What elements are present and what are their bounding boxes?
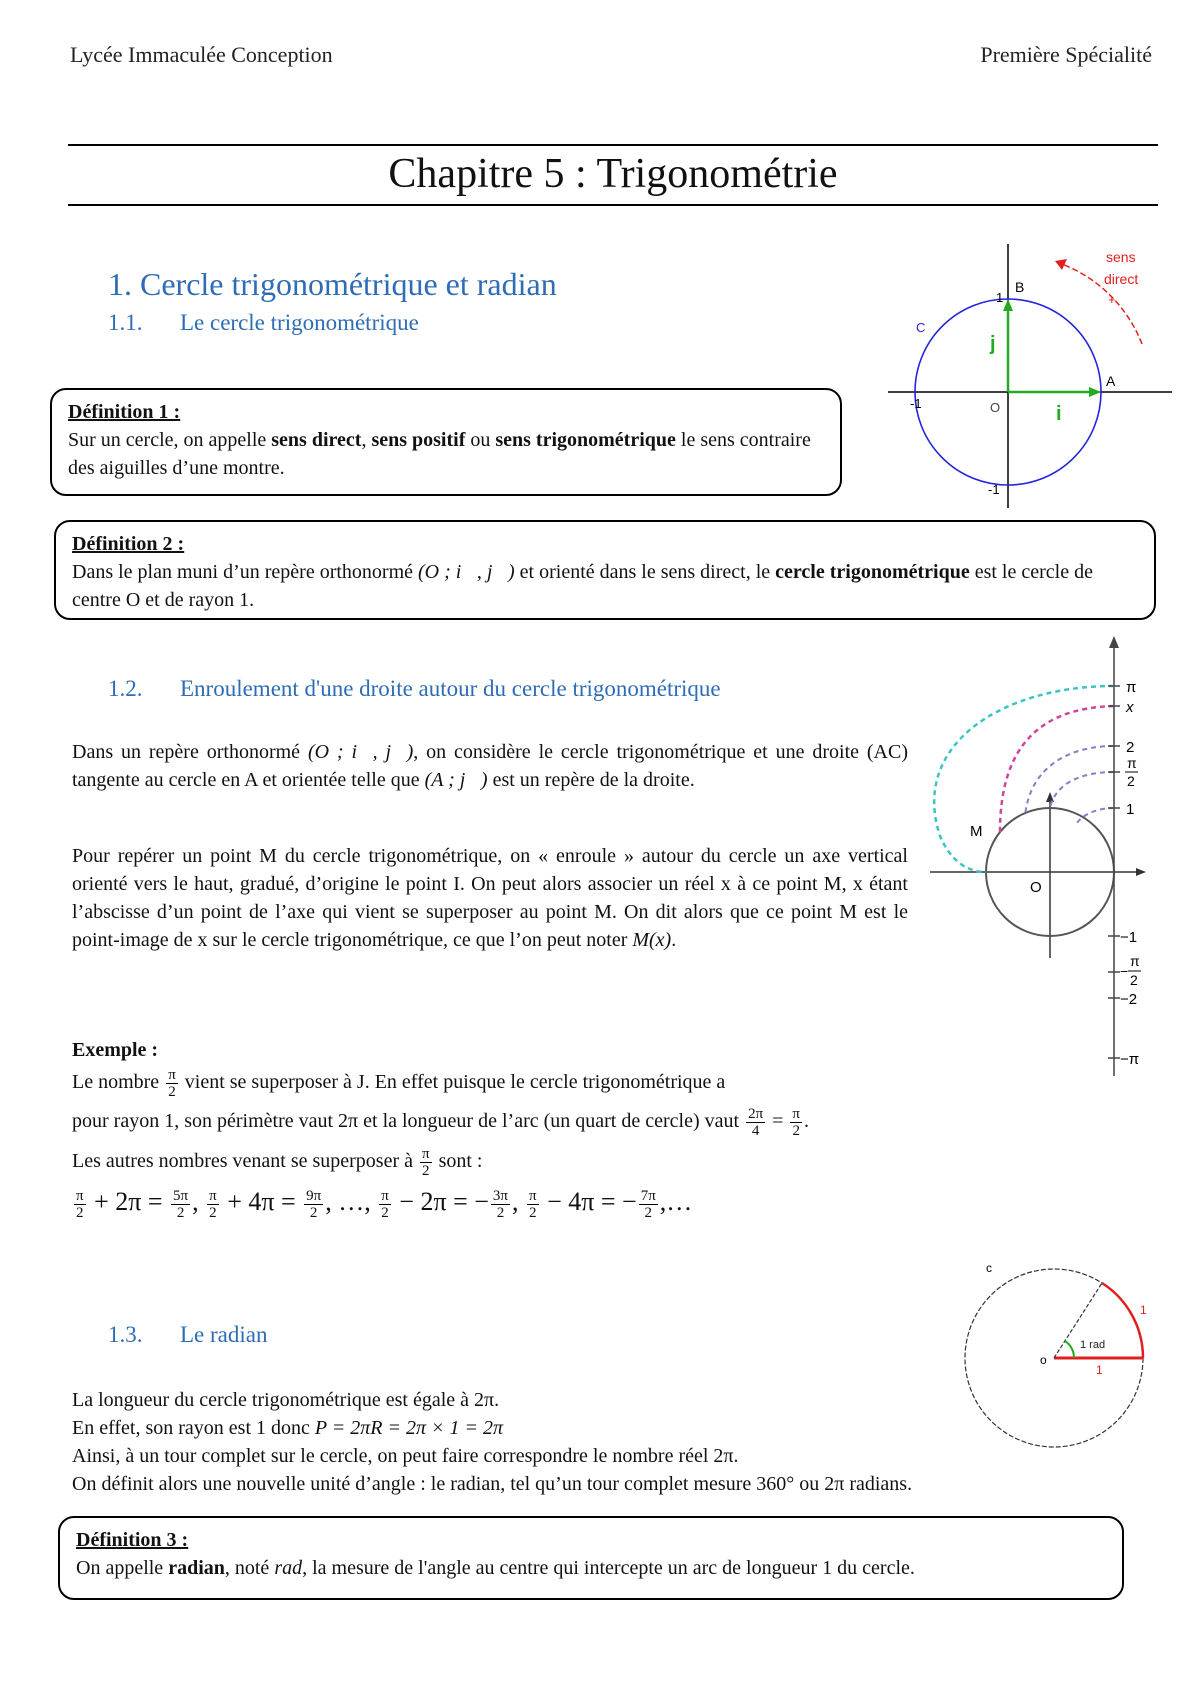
e5n: π [381,1187,389,1204]
section-1-2-heading [108,676,721,702]
section-1-3-heading [108,1322,267,1348]
page-title: Chapitre 5 : Trigonométrie [388,151,838,197]
section-1-2-number: 1.2. [108,676,143,701]
p13-line-2 [72,1414,1162,1442]
label-i: i [1056,403,1062,425]
section-1-number: 1. [108,266,132,302]
section-1-1-number: 1.1. [108,310,143,335]
def2-t2: et orienté dans le sens direct, le [514,561,776,583]
eq-t7: − 4π = − [540,1187,637,1216]
fa-n: π [168,1066,176,1083]
eq-t6: , [512,1187,525,1216]
ex-l2eq: = [767,1110,789,1132]
e3n: π [209,1187,217,1204]
ex-l2a: pour rayon 1, son périmètre vaut 2π et la longueur de l’arc (un quart de cercle) vaut [72,1110,745,1132]
radian-label-arc-1: 1 [1140,1303,1147,1317]
tick-pi: π [1126,679,1137,696]
p12a-repere2: (A ; j⃗) [424,769,488,791]
eq-f6 [491,1188,510,1221]
eq-t3: + 4π = [220,1187,303,1216]
p12a-t2: , on considère le cercle trigonométrique et une droite (AC) tangente au cercle en A et orientée telle que [72,741,908,791]
ex-l2end: . [804,1110,809,1132]
wind-pi [934,686,1114,872]
section-1-1-title: Le cercle trigonométrique [180,310,419,335]
title-rule-bottom [68,204,1158,206]
label-O-winding: O [1030,879,1042,896]
def3-t1: On appelle [76,1557,169,1579]
definition-2-box [54,520,1156,620]
e3d: 2 [209,1204,217,1221]
label-minus-one-y: -1 [988,482,1000,497]
frac-pi-2-c [420,1146,432,1179]
fb-d: 4 [751,1122,760,1139]
def1-b3: sens trigonométrique [495,429,676,451]
trig-circle-figure [880,240,1180,510]
p12b-t2: . [671,929,677,951]
example-line-1 [72,1064,972,1100]
definition-1-text [68,426,824,482]
p13-l2a: En effet, son rayon est 1 donc [72,1417,315,1439]
radian-label-o: o [1040,1353,1047,1367]
label-one-y: 1 [996,290,1004,305]
label-A: A [1106,373,1116,389]
label-O: O [990,400,1001,415]
p13-line-1: La longueur du cercle trigonométrique est égale à 2π. [72,1389,500,1411]
section-1-1-heading [108,310,419,336]
definition-2-label: Définition 2 : [72,533,185,555]
e4n: 9π [306,1187,322,1204]
tick-pi-half-den: 2 [1127,773,1135,789]
eq-t1: + 2π = [87,1187,170,1216]
header-right: Première Spécialité [980,42,1152,67]
radian-arc [1102,1283,1143,1358]
frac-2pi-4 [746,1106,765,1139]
label-M: M [970,823,983,840]
example-line-3 [72,1142,972,1180]
eq-t2: , [192,1187,206,1216]
e1d: 2 [76,1204,84,1221]
def3-i1: rad [274,1557,303,1579]
fa-d: 2 [168,1083,176,1100]
def1-t1: Sur un cercle, on appelle [68,429,272,451]
ex-l3b: sont : [433,1150,483,1172]
eq-t5: − 2π = − [392,1187,489,1216]
def3-t3: , la mesure de l'angle au centre qui intercepte un arc de longueur 1 du cercle. [302,1557,915,1579]
definition-3-label: Définition 3 : [76,1529,189,1551]
tick-minus-pi-half-den: 2 [1130,972,1138,988]
label-B: B [1015,279,1025,295]
e8d: 2 [644,1204,652,1221]
label-C: C [916,320,926,335]
label-plus: + [1108,292,1116,307]
winding-figure [930,636,1160,1086]
vector-j-head [1003,299,1013,311]
tick-x: x [1126,699,1134,716]
eq-f3 [207,1188,219,1221]
tick-one: 1 [1126,801,1135,818]
label-minus-one-x: -1 [910,396,922,411]
label-direct: direct [1104,271,1139,287]
tick-minus-pi-half-sign: − [1120,963,1129,979]
tick-minus-two: −2 [1120,991,1138,1008]
eq-f5 [379,1188,391,1221]
eq-f7 [527,1188,539,1221]
label-j: j [990,333,996,355]
definition-3-text [76,1554,1106,1582]
example-equations [72,1180,972,1224]
ex-l3a: Les autres nombres venant se superposer à [72,1150,418,1172]
eq-f8 [639,1188,658,1221]
paragraph-1-2-b [72,842,908,954]
def1-t4: le sens contraire des aiguilles d’une montre. [68,429,811,479]
section-1-3-title: Le radian [180,1322,268,1347]
tick-minus-pi-half-num: π [1130,953,1140,969]
header-left: Lycée Immaculée Conception [70,42,333,67]
fd-d: 2 [422,1162,430,1179]
eq-f2 [171,1188,190,1221]
section-1-2-title: Enroulement d'une droite autour du cercle trigonométrique [180,676,721,701]
wind-pi-half [1050,772,1114,808]
wind-x [1000,706,1114,832]
paragraph-1-2-a [72,738,908,794]
def3-b1: radian [168,1557,225,1579]
label-sens: sens [1106,249,1136,265]
eq-t8: ,… [659,1187,693,1216]
section-1-heading [108,266,557,303]
radian-label-c: c [986,1262,992,1275]
radian-angle [1065,1341,1074,1358]
example-label: Exemple : [72,1039,159,1061]
tick-minus-one: −1 [1120,929,1138,946]
tick-pi-half-num: π [1127,755,1137,771]
tick-two: 2 [1126,739,1135,756]
eq-f4 [304,1188,323,1221]
def1-b1: sens direct [271,429,362,451]
e6d: 2 [496,1204,505,1221]
fc-d: 2 [792,1122,800,1139]
fd-n: π [422,1145,430,1162]
p12a-t1: Dans un repère orthonormé [72,741,308,763]
frac-pi-2-a [166,1067,178,1100]
e6n: 3π [492,1187,508,1204]
eq-f1 [74,1188,86,1221]
eq-t4: , …, [325,1187,378,1216]
def1-t3: ou [465,429,496,451]
e8n: 7π [640,1187,656,1204]
example-block [72,1036,972,1224]
section-1-title: Cercle trigonométrique et radian [140,266,557,302]
e2n: 5π [173,1187,189,1204]
radian-label-rad: 1 rad [1080,1339,1106,1351]
frac-pi-2-b [790,1106,802,1139]
def2-repere: (O ; i⃗, j⃗) [418,561,515,583]
vector-i-head [1089,387,1101,397]
tangent-arrow [1109,636,1119,648]
e1n: π [76,1187,84,1204]
def1-t2: , [361,429,372,451]
section-1-3-number: 1.3. [108,1322,143,1347]
ex-l1b: vient se superposer à J. En effet puisque le cercle trigonométrique a [179,1071,726,1093]
e2d: 2 [176,1204,185,1221]
definition-1-box [50,388,842,496]
def2-t3: est le cercle de centre O et de rayon 1. [72,561,1093,611]
e4d: 2 [309,1204,318,1221]
def2-b1: cercle trigonométrique [775,561,970,583]
p13-line-3: Ainsi, à un tour complet sur le cercle, on peut faire correspondre le nombre réel 2π. [72,1445,739,1467]
definition-1-label: Définition 1 : [68,401,181,423]
definition-2-text [72,558,1138,614]
p12b-t1: Pour repérer un point M du cercle trigonométrique, on « enroule » autour du cercle un axe vertical orienté vers le haut, gradué, d’origine le point I. On peut alors associer un réel x à ce point M, x étant l’abscisse d’un point de l’axe qui vient se superposer au point M. On dit alors que ce point M est le point-image de x sur le cercle trigonométrique, ce que l’on peut noter [72,845,908,951]
def3-t2: , noté [224,1557,275,1579]
title-rule-top [68,144,1158,146]
p12a-repere: (O ; i⃗, j⃗) [307,741,414,763]
p13-line-4: On définit alors une nouvelle unité d’angle : le radian, tel qu’un tour complet mesure 360° ou 2π radians. [72,1473,913,1495]
radian-label-radius-1: 1 [1096,1363,1103,1377]
tick-minus-pi: −π [1120,1051,1140,1068]
def2-t1: Dans le plan muni d’un repère orthonormé [72,561,419,583]
e7d: 2 [529,1204,537,1221]
p12b-mx: M(x) [632,929,672,951]
p12a-t3: est un repère de la droite. [487,769,695,791]
e7n: π [529,1187,537,1204]
definition-3-box [58,1516,1124,1600]
e5d: 2 [381,1204,389,1221]
winding-x-arrow [1136,868,1146,876]
p13-l2m: P = 2πR = 2π × 1 = 2π [314,1417,504,1439]
paragraph-1-3 [72,1386,1162,1498]
fb-n: 2π [748,1105,764,1122]
ex-l1a: Le nombre [72,1071,165,1093]
fc-n: π [792,1105,800,1122]
example-line-2 [72,1100,972,1142]
winding-y-arrow [1046,792,1054,802]
def1-b2: sens positif [371,429,466,451]
